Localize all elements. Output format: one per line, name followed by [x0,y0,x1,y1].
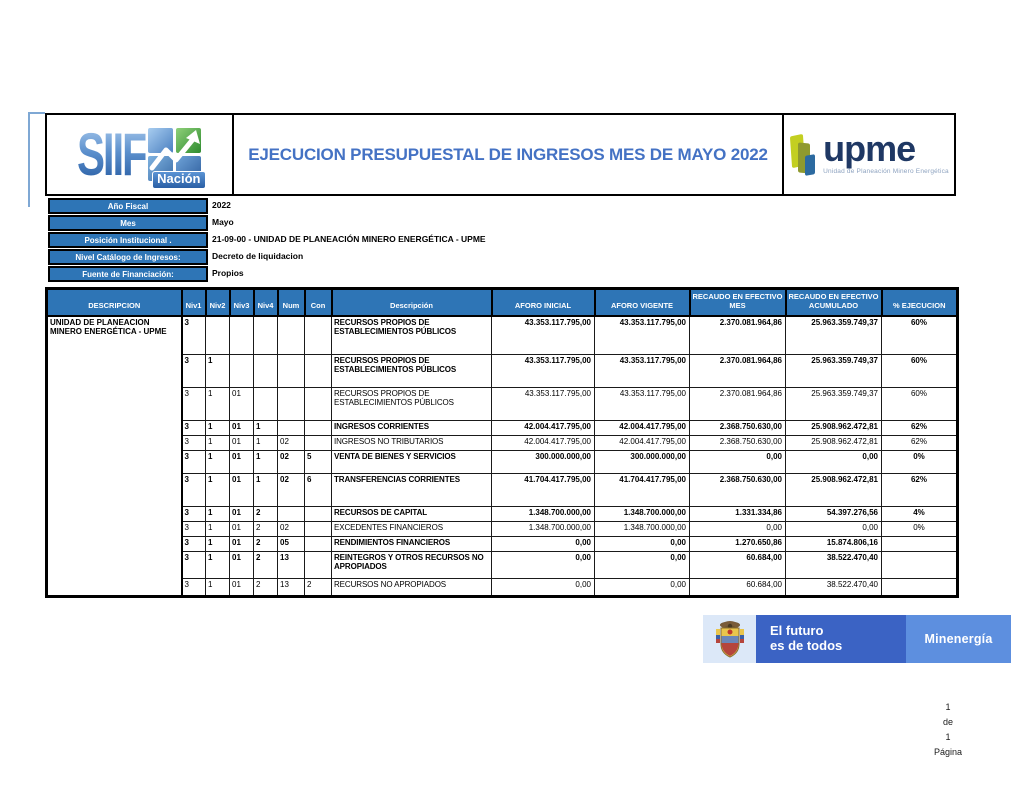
cell-niv1: 3 [182,387,206,420]
cell-desc: RECURSOS PROPIOS DE ESTABLECIMIENTOS PÚBLICOS [332,316,492,354]
slogan-line2: es de todos [770,638,843,653]
cell-desc: INGRESOS CORRIENTES [332,420,492,435]
cell-aforo_vigente: 42.004.417.795,00 [595,435,690,450]
cell-niv4: 2 [254,551,278,578]
col-header-niv1: Niv1 [182,289,206,317]
info-field-row [45,249,956,266]
field-value-posicion-institucional: 21-09-00 - UNIDAD DE PLANEACIÓN MINERO ENERGÉTICA - UPME [212,234,486,244]
cell-aforo_vigente: 300.000.000,00 [595,450,690,473]
col-header-pct-ejecucion: % EJECUCION [882,289,958,317]
cell-niv2 [206,316,230,354]
cell-aforo_vigente: 1.348.700.000,00 [595,521,690,536]
cell-pct: 62% [882,435,958,450]
cell-niv3: 01 [230,536,254,551]
cell-pct [882,551,958,578]
cell-aforo_vigente: 0,00 [595,536,690,551]
cell-niv2: 1 [206,473,230,506]
report-info-fields [45,198,956,283]
table-row [47,521,958,536]
cell-recaudo_acum: 38.522.470,40 [786,551,882,578]
cell-niv3: 01 [230,551,254,578]
info-field-row [45,198,956,215]
cell-recaudo_mes: 1.270.650,86 [690,536,786,551]
page-title: EJECUCION PRESUPUESTAL DE INGRESOS MES DE MAYO 2022 [248,144,768,164]
col-header-recaudo-mes: RECAUDO EN EFECTIVO MES [690,289,786,317]
col-header-con: Con [305,289,332,317]
cell-aforo_vigente: 42.004.417.795,00 [595,420,690,435]
cell-recaudo_mes: 2.368.750.630,00 [690,473,786,506]
cell-num: 02 [278,473,305,506]
cell-pct [882,578,958,596]
siif-wordmark: SIIF [77,120,147,188]
cell-recaudo_mes: 2.370.081.964,86 [690,354,786,387]
cell-recaudo_acum: 15.874.806,16 [786,536,882,551]
siif-logo [47,115,232,194]
cell-recaudo_mes: 2.368.750.630,00 [690,420,786,435]
col-header-niv2: Niv2 [206,289,230,317]
margin-bracket-horizontal [28,112,45,114]
table-row [47,316,958,354]
info-field-row [45,232,956,249]
cell-pct: 62% [882,473,958,506]
cell-niv2: 1 [206,578,230,596]
cell-aforo_vigente: 0,00 [595,551,690,578]
cell-niv4: 2 [254,521,278,536]
cell-niv3: 01 [230,387,254,420]
cell-niv2: 1 [206,521,230,536]
table-row [47,420,958,435]
col-header-niv4: Niv4 [254,289,278,317]
cell-niv4: 1 [254,435,278,450]
budget-table [45,287,959,598]
cell-con [305,316,332,354]
col-header-descripcion: DESCRIPCION [47,289,182,317]
cell-aforo_inicial: 0,00 [492,578,595,596]
cell-recaudo_mes: 1.331.334,86 [690,506,786,521]
cell-niv1: 3 [182,420,206,435]
cell-num [278,506,305,521]
cell-desc: EXCEDENTES FINANCIEROS [332,521,492,536]
cell-niv3: 01 [230,420,254,435]
table-body [47,316,958,596]
cell-aforo_inicial: 42.004.417.795,00 [492,420,595,435]
field-value-mes: Mayo [212,217,234,227]
field-label-fuente-financiacion: Fuente de Financiación: [48,266,208,282]
table-row [47,387,958,420]
field-value-fuente-financiacion: Propios [212,268,244,278]
cell-num: 02 [278,435,305,450]
cell-num: 02 [278,521,305,536]
cell-aforo_vigente: 43.353.117.795,00 [595,316,690,354]
cell-aforo_inicial: 41.704.417.795,00 [492,473,595,506]
cell-recaudo_acum: 25.908.962.472,81 [786,420,882,435]
table-header-row [47,289,958,317]
report-title-box [232,115,784,194]
cell-niv3: 01 [230,578,254,596]
cell-recaudo_acum: 38.522.470,40 [786,578,882,596]
cell-desc: RECURSOS PROPIOS DE ESTABLECIMIENTOS PÚBLICOS [332,354,492,387]
cell-niv4: 2 [254,536,278,551]
cell-recaudo_acum: 25.963.359.749,37 [786,354,882,387]
upme-shape [805,154,815,176]
field-label-posicion-institucional: Posición Institucional . [48,232,208,248]
cell-pct: 0% [882,521,958,536]
cell-niv1: 3 [182,473,206,506]
upme-logo [784,115,954,194]
cell-con: 2 [305,578,332,596]
col-header-aforo-vigente: AFORO VIGENTE [595,289,690,317]
cell-con [305,435,332,450]
cell-niv1: 3 [182,536,206,551]
upme-tagline: Unidad de Planeación Minero Energética [823,167,949,175]
page-total: 1 [945,732,951,742]
cell-niv1: 3 [182,506,206,521]
slogan-box [756,615,906,663]
table-row [47,435,958,450]
cell-niv4 [254,316,278,354]
cell-niv2: 1 [206,435,230,450]
cell-num: 05 [278,536,305,551]
cell-desc: RECURSOS NO APROPIADOS [332,578,492,596]
col-header-niv3: Niv3 [230,289,254,317]
cell-num: 13 [278,578,305,596]
cell-desc: TRANSFERENCIAS CORRIENTES [332,473,492,506]
cell-niv1: 3 [182,354,206,387]
field-value-ano-fiscal: 2022 [212,200,231,210]
cell-num [278,420,305,435]
cell-pct: 62% [882,420,958,435]
cell-niv3: 01 [230,435,254,450]
cell-recaudo_acum: 25.963.359.749,37 [786,387,882,420]
upme-wordmark: upme [823,128,916,170]
cell-recaudo_acum: 25.908.962.472,81 [786,473,882,506]
cell-niv4: 1 [254,450,278,473]
cell-recaudo_mes: 0,00 [690,450,786,473]
cell-recaudo_mes: 2.370.081.964,86 [690,316,786,354]
cell-aforo_inicial: 1.348.700.000,00 [492,521,595,536]
table-row [47,536,958,551]
table-row [47,551,958,578]
cell-aforo_inicial: 43.353.117.795,00 [492,316,595,354]
crest-icon [713,619,747,659]
cell-niv2: 1 [206,420,230,435]
cell-pct: 60% [882,387,958,420]
cell-niv3: 01 [230,473,254,506]
cell-con [305,354,332,387]
cell-desc: REINTEGROS Y OTROS RECURSOS NO APROPIADOS [332,551,492,578]
cell-aforo_inicial: 42.004.417.795,00 [492,435,595,450]
cell-niv3: 01 [230,450,254,473]
page-indicator [916,700,980,760]
cell-recaudo_mes: 2.370.081.964,86 [690,387,786,420]
cell-niv1: 3 [182,316,206,354]
cell-num [278,316,305,354]
cell-desc: RENDIMIENTOS FINANCIEROS [332,536,492,551]
field-value-nivel-catalogo: Decreto de liquidacion [212,251,304,261]
colombia-coat-of-arms-icon [703,615,756,663]
cell-pct: 0% [882,450,958,473]
cell-aforo_inicial: 43.353.117.795,00 [492,354,595,387]
cell-recaudo_acum: 54.397.276,56 [786,506,882,521]
info-field-row [45,266,956,283]
cell-con [305,387,332,420]
field-label-ano-fiscal: Año Fiscal [48,198,208,214]
col-header-descripcion2: Descripción [332,289,492,317]
cell-niv3: 01 [230,506,254,521]
cell-niv3 [230,354,254,387]
cell-niv2: 1 [206,551,230,578]
cell-num: 02 [278,450,305,473]
cell-con [305,420,332,435]
entity-cell: UNIDAD DE PLANEACION MINERO ENERGÉTICA - UPME [47,316,182,596]
cell-niv4 [254,354,278,387]
cell-aforo_inicial: 43.353.117.795,00 [492,387,595,420]
cell-desc: VENTA DE BIENES Y SERVICIOS [332,450,492,473]
page-separator: de [942,717,953,727]
table-row [47,354,958,387]
cell-con [305,521,332,536]
cell-con: 5 [305,450,332,473]
cell-niv4 [254,387,278,420]
cell-aforo_vigente: 43.353.117.795,00 [595,387,690,420]
cell-recaudo_mes: 60.684,00 [690,551,786,578]
cell-recaudo_mes: 60.684,00 [690,578,786,596]
cell-niv2: 1 [206,354,230,387]
cell-con [305,536,332,551]
cell-aforo_inicial: 0,00 [492,551,595,578]
cell-niv4: 1 [254,473,278,506]
cell-recaudo_mes: 2.368.750.630,00 [690,435,786,450]
cell-desc: INGRESOS NO TRIBUTARIOS [332,435,492,450]
cell-niv4: 2 [254,506,278,521]
cell-num [278,354,305,387]
government-brand-bar [703,615,1011,663]
upme-mark-icon [789,133,817,177]
info-field-row [45,215,956,232]
cell-niv1: 3 [182,435,206,450]
cell-niv2: 1 [206,450,230,473]
cell-recaudo_acum: 25.963.359.749,37 [786,316,882,354]
cell-con [305,551,332,578]
cell-niv1: 3 [182,551,206,578]
cell-niv1: 3 [182,578,206,596]
page-current: 1 [945,702,951,712]
table-row [47,473,958,506]
cell-niv2: 1 [206,536,230,551]
cell-aforo_inicial: 0,00 [492,536,595,551]
page-label: Página [933,747,963,757]
cell-recaudo_mes: 0,00 [690,521,786,536]
cell-recaudo_acum: 0,00 [786,521,882,536]
report-header [45,113,956,196]
cell-aforo_vigente: 41.704.417.795,00 [595,473,690,506]
cell-niv3: 01 [230,521,254,536]
cell-aforo_inicial: 300.000.000,00 [492,450,595,473]
cell-niv3 [230,316,254,354]
cell-aforo_vigente: 1.348.700.000,00 [595,506,690,521]
cell-recaudo_acum: 25.908.962.472,81 [786,435,882,450]
col-header-aforo-inicial: AFORO INICIAL [492,289,595,317]
cell-niv2: 1 [206,506,230,521]
cell-niv4: 2 [254,578,278,596]
col-header-num: Num [278,289,305,317]
cell-desc: RECURSOS DE CAPITAL [332,506,492,521]
cell-aforo_inicial: 1.348.700.000,00 [492,506,595,521]
table-row [47,450,958,473]
cell-niv1: 3 [182,450,206,473]
cell-niv4: 1 [254,420,278,435]
margin-bracket-vertical [28,112,30,207]
field-label-nivel-catalogo: Nivel Catálogo de Ingresos: [48,249,208,265]
slogan-line1: El futuro [770,623,824,639]
cell-desc: RECURSOS PROPIOS DE ESTABLECIMIENTOS PÚBLICOS [332,387,492,420]
cell-aforo_vigente: 0,00 [595,578,690,596]
siif-nacion-badge: Nación [152,171,205,189]
cell-pct: 4% [882,506,958,521]
field-label-mes: Mes [48,215,208,231]
cell-recaudo_acum: 0,00 [786,450,882,473]
cell-pct: 60% [882,354,958,387]
siif-chart-icon [148,128,202,186]
col-header-recaudo-acumulado: RECAUDO EN EFECTIVO ACUMULADO [786,289,882,317]
table-row [47,578,958,596]
cell-con: 6 [305,473,332,506]
cell-pct: 60% [882,316,958,354]
ministry-label: Minenergía [906,615,1011,663]
cell-aforo_vigente: 43.353.117.795,00 [595,354,690,387]
cell-pct [882,536,958,551]
table-row [47,506,958,521]
cell-num [278,387,305,420]
cell-num: 13 [278,551,305,578]
cell-con [305,506,332,521]
cell-niv2: 1 [206,387,230,420]
cell-niv1: 3 [182,521,206,536]
